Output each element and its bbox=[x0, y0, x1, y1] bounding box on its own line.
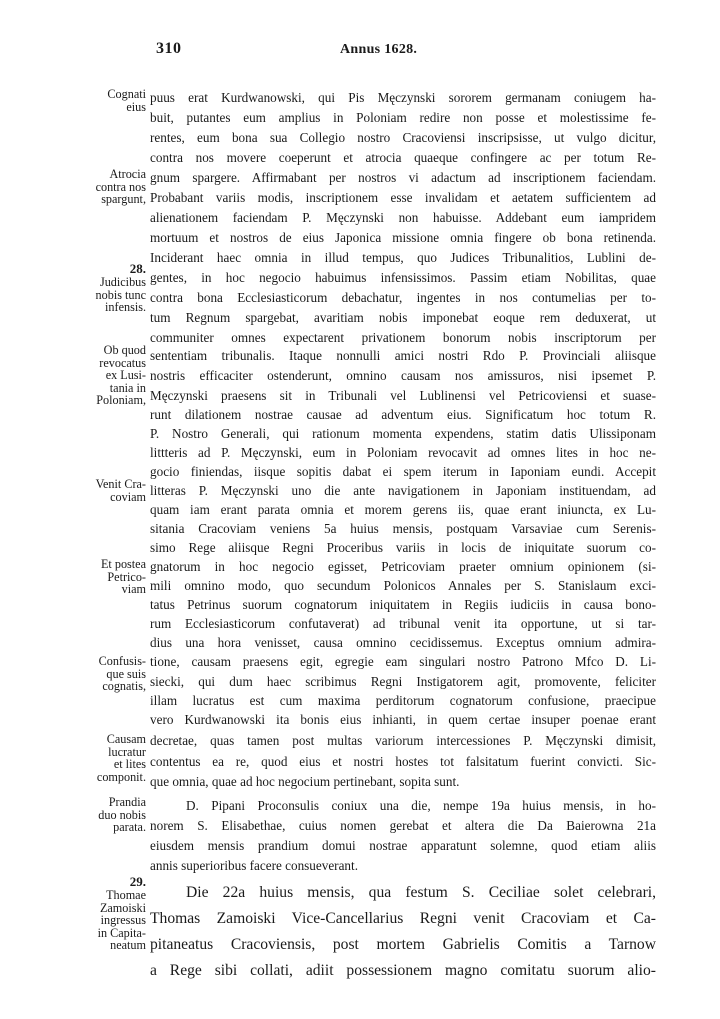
margin-note-line: ex Lusi- bbox=[105, 368, 146, 382]
text-line: norem S. Elisabethae, cuius nomen gerebat et altera die Da Baierowna 21a bbox=[150, 818, 656, 833]
margin-note bbox=[60, 796, 146, 834]
text-line: gnum spargere. Affirmabant per nostros vi adactum ad inscriptionem faciendam. bbox=[150, 170, 656, 185]
margin-note-line: nobis tunc bbox=[95, 287, 146, 302]
text-line: littteris ad P. Męczynski, eum in Poloniam revocavit ad omnes lites in hoc ne- bbox=[150, 445, 656, 460]
margin-note-line: Atrocia bbox=[109, 167, 146, 181]
margin-note-line: Ob quod bbox=[103, 343, 146, 357]
text-line: annis superioribus facere consueverant. bbox=[150, 858, 358, 873]
margin-note-line: Judicibus bbox=[99, 275, 146, 289]
text-line: eiusdem mensis prandium domui nostrae apparatunt solemne, quod etiam aliis bbox=[150, 838, 656, 853]
margin-note bbox=[60, 875, 146, 952]
margin-note-line: Et postea bbox=[100, 557, 146, 571]
text-line: sententiam tribunalis. Itaque nonnulli amici nostri Rdo P. Provinciali aliisque bbox=[150, 348, 656, 363]
running-head: Annus 1628. bbox=[340, 42, 418, 57]
text-line-large: pitaneatus Cracoviensis, post mortem Gabrielis Comitis a Tarnow bbox=[150, 936, 656, 953]
margin-note bbox=[60, 88, 146, 113]
text-line: rum Ecclesiasticorum confutaverat) ad tribunal venit ita opportune, ut si tar- bbox=[150, 616, 656, 631]
text-line-large: Die 22a huius mensis, qua festum S. Ceciliae solet celebrari, bbox=[186, 884, 656, 901]
text-line: contentus ea re, quod eius et nostri hostes tot falsitatum fuerint convicti. Sic- bbox=[150, 754, 656, 769]
margin-note-line: parata. bbox=[113, 820, 146, 834]
text-line: Inciderant haec omnia in illud tempus, quo Judices Tribunalitios, Lublini de- bbox=[150, 250, 656, 265]
text-line: alienationem faciendam P. Męczynski non habuisse. Addebant eum iampridem bbox=[150, 210, 656, 225]
margin-note-line: in Capita- bbox=[97, 925, 146, 940]
text-line: contra bona Ecclesiasticorum debachatur, ingentes in nos contumelias per to- bbox=[150, 290, 656, 305]
text-line: illam lucratus est cum maxima perditorum cognatorum confusione, praecipue bbox=[150, 693, 656, 708]
text-line: mili omnino modo, quo secundum Polonicos Annales per S. Stanislaum exci- bbox=[150, 578, 656, 593]
margin-note-line: duo nobis bbox=[98, 807, 146, 822]
text-line: gocio finiendas, iisque sopitis dabat ei spem iterum in Iaponiam eundi. Accepit bbox=[150, 464, 656, 479]
margin-note-line: revocatus bbox=[99, 355, 146, 370]
margin-note bbox=[60, 168, 146, 206]
text-line: D. Pipani Proconsulis coniux una die, nempe 19a huius mensis, in ho- bbox=[186, 798, 656, 813]
margin-note-line: Zamoiski bbox=[99, 900, 146, 915]
margin-note-line: contra nos bbox=[95, 179, 146, 194]
margin-note bbox=[60, 262, 146, 314]
margin-note-line: componit. bbox=[96, 769, 146, 784]
margin-note-line: eius bbox=[126, 99, 146, 114]
text-line: puus erat Kurdwanowski, qui Pis Męczynski sororem germanam coniugem ha- bbox=[150, 90, 656, 105]
margin-note-line: Venit Cra- bbox=[95, 477, 146, 491]
page-header bbox=[0, 40, 720, 64]
section-number: 29. bbox=[129, 874, 146, 889]
text-line: dius una hora venisset, causa omnino cecidissemus. Exceptus omnium admira- bbox=[150, 635, 656, 650]
text-line: contra nos movere coeperunt et atrocia quaeque confingere ac per totum Re- bbox=[150, 150, 656, 165]
text-line: buit, putantes eum amplius in Poloniam redire non posse et molestissime fe- bbox=[150, 110, 656, 125]
text-line: litteras P. Męczynski uno die ante navigationem in Japoniam instituendam, ad bbox=[150, 483, 656, 498]
margin-note-line: que suis bbox=[106, 666, 146, 681]
margin-note-line: tania in bbox=[109, 380, 146, 395]
text-line: Męczynski praesens sit in Tribunali vel Lublinensi vel Petricoviensi et suase- bbox=[150, 388, 656, 403]
text-line: quam iam erant parata omnia et morem gerens iis, quae erant iniuncta, ex Lu- bbox=[150, 502, 656, 517]
margin-note bbox=[60, 733, 146, 783]
margin-note-line: ingressus bbox=[100, 913, 146, 927]
margin-note bbox=[60, 344, 146, 407]
page-number: 310 bbox=[156, 40, 182, 57]
margin-note-line: Poloniam, bbox=[96, 393, 146, 407]
text-line: tatus Petrinus suorum cognatorum iniquitatem in Regiis iudiciis in causa bono- bbox=[150, 597, 656, 612]
margin-note-line: et lites bbox=[113, 757, 146, 771]
text-line: rentes, eum bona sua Collegio nostro Cracoviensi inscripsisse, ut vulgo dicitur, bbox=[150, 130, 656, 145]
text-line: communiter omnes expectarent privationem bonorum nobis inscriptorum per bbox=[150, 330, 656, 345]
margin-note-line: infensis. bbox=[105, 300, 146, 314]
margin-note-line: spargunt, bbox=[101, 192, 146, 206]
text-line: tione, causam praesens egit, egregie eam singulari nostro Patrono Mfco D. Li- bbox=[150, 654, 656, 669]
margin-note-line: Prandia bbox=[108, 795, 146, 809]
section-number: 28. bbox=[129, 261, 146, 276]
text-line: Probabant variis modis, inscriptionem esse invalidam et aetatem sufficientem ad bbox=[150, 190, 656, 205]
text-line: siecki, qui dum haec scribimus Regni Instigatorem agit, promovente, feliciter bbox=[150, 674, 656, 689]
margin-note-line: Causam bbox=[106, 732, 146, 746]
margin-note-line: coviam bbox=[110, 489, 146, 504]
text-line: sitania Cracoviam veniens 5a huius mensis, postquam Varsaviae cum Serenis- bbox=[150, 521, 656, 536]
margin-note-line: Petrico- bbox=[107, 569, 146, 584]
text-line: P. Nostro Generali, qui rationum momenta expendens, statim datis Ulissiponam bbox=[150, 426, 656, 441]
text-line: gentes, in hoc negocio habuimus infensissimos. Passim etiam Nobilitas, quae bbox=[150, 270, 656, 285]
text-line: mortuum et nostros de eius Japonica missione omnia fingere ob bona retinenda. bbox=[150, 230, 656, 245]
text-line: simo Rege aliisque Regni Proceribus variis in locis de iniquitate suorum co- bbox=[150, 540, 656, 555]
text-line-large: a Rege sibi collati, adiit possessionem magno comitatu suorum alio- bbox=[150, 962, 656, 979]
margin-note-line: Cognati bbox=[107, 87, 146, 101]
margin-note-line: Thomae bbox=[106, 888, 146, 902]
text-line-large: Thomas Zamoiski Vice-Cancellarius Regni venit Cracoviam et Ca- bbox=[150, 910, 656, 927]
margin-note-line: lucratur bbox=[108, 744, 146, 759]
margin-note-line: viam bbox=[121, 582, 146, 596]
margin-note-line: cognatis, bbox=[102, 679, 146, 693]
margin-note bbox=[60, 478, 146, 503]
text-line: vero Kurdwanowski ita bonis eius inhianti, in quem certae insuper poenae erant bbox=[150, 712, 656, 727]
margin-note-line: neatum bbox=[110, 938, 146, 952]
text-line: que omnia, quae ad hoc negocium pertinebant, sopita sunt. bbox=[150, 774, 460, 789]
text-line: runt dilationem nostrae causae ad adventum eius. Significatum hoc totum R. bbox=[150, 407, 656, 422]
text-line: decretae, quas tamen post multas variorum intercessiones P. Męczynski dimisit, bbox=[150, 733, 656, 748]
text-line: gnatorum in hoc negocio egisset, Petricoviam praeter omnium opinionem (si- bbox=[150, 559, 656, 574]
margin-note bbox=[60, 655, 146, 693]
text-line: tum Regnum spargebat, avaritiam nobis imponebat eoque rem deduxerat, ut bbox=[150, 310, 656, 325]
margin-note-line: Confusis- bbox=[98, 654, 146, 668]
margin-note bbox=[60, 558, 146, 596]
text-line: nostris efficaciter ostenderunt, omnino causam nos amissuros, nisi ipsemet P. bbox=[150, 368, 656, 383]
